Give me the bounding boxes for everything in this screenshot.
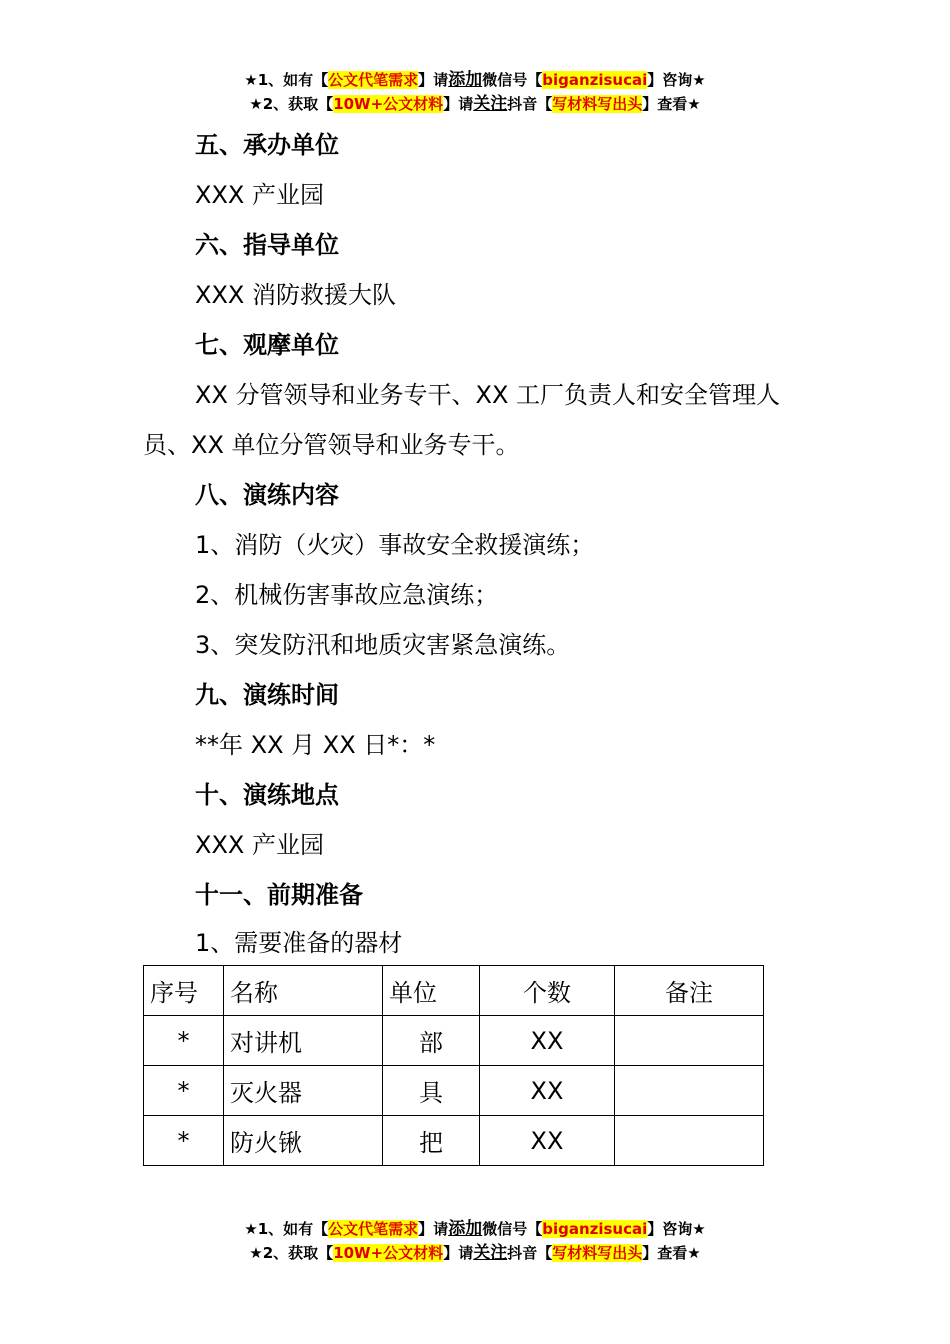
banner-line-2: ★2、获取【10W+公文材料】请关注抖音【写材料写出头】查看★ xyxy=(249,94,701,114)
table-row xyxy=(144,1066,764,1116)
table-cell: 对讲机 xyxy=(224,1016,383,1066)
list-item: 2、机械伤害事故应急演练； xyxy=(195,581,499,609)
table-cell: 具 xyxy=(383,1066,480,1116)
top-banner xyxy=(0,68,950,116)
table-header-cell: 单位 xyxy=(383,966,480,1016)
table-cell: 部 xyxy=(383,1016,480,1066)
section-text: XXX 消防救援大队 xyxy=(195,281,396,309)
equipment-table xyxy=(143,965,764,1166)
banner-line-1: ★1、如有【公文代笔需求】请添加微信号【biganzisucai】咨询★ xyxy=(244,1219,706,1239)
banner-line-2: ★2、获取【10W+公文材料】请关注抖音【写材料写出头】查看★ xyxy=(249,1243,701,1263)
section-heading: 十一、前期准备 xyxy=(195,881,363,909)
table-cell xyxy=(615,1016,764,1066)
highlight-service: 公文代笔需求 xyxy=(328,1220,419,1238)
section-heading: 五、承办单位 xyxy=(195,131,339,159)
section-heading: 八、演练内容 xyxy=(195,481,339,509)
section-text: **年 XX 月 XX 日*：* xyxy=(195,731,436,759)
subsection-title: 1、需要准备的器材 xyxy=(195,929,403,957)
table-cell: XX xyxy=(480,1016,615,1066)
highlight-douyin: 写材料写出头 xyxy=(552,95,643,113)
highlight-materials: 10W+公文材料 xyxy=(333,95,444,113)
table-header-cell: 序号 xyxy=(144,966,224,1016)
bottom-banner xyxy=(0,1217,950,1265)
list-item: 1、消防（火灾）事故安全救援演练； xyxy=(195,531,595,559)
section-heading: 六、指导单位 xyxy=(195,231,339,259)
table-header-cell: 备注 xyxy=(615,966,764,1016)
table-row xyxy=(144,1116,764,1166)
table-cell: XX xyxy=(480,1066,615,1116)
table-cell: XX xyxy=(480,1116,615,1166)
table-header-row xyxy=(144,966,764,1016)
table-cell: * xyxy=(144,1016,224,1066)
highlight-douyin: 写材料写出头 xyxy=(552,1244,643,1262)
table-cell: 灭火器 xyxy=(224,1066,383,1116)
table-header-cell: 个数 xyxy=(480,966,615,1016)
section-heading: 九、演练时间 xyxy=(195,681,339,709)
table-cell xyxy=(615,1116,764,1166)
highlight-wechat-id: biganzisucai xyxy=(542,71,648,89)
highlight-service: 公文代笔需求 xyxy=(328,71,419,89)
table-cell: * xyxy=(144,1116,224,1166)
section-text: XXX 产业园 xyxy=(195,181,324,209)
table-header-cell: 名称 xyxy=(224,966,383,1016)
table-cell xyxy=(615,1066,764,1116)
table-cell: 把 xyxy=(383,1116,480,1166)
banner-line-1: ★1、如有【公文代笔需求】请添加微信号【biganzisucai】咨询★ xyxy=(244,70,706,90)
section-text: XXX 产业园 xyxy=(195,831,324,859)
highlight-materials: 10W+公文材料 xyxy=(333,1244,444,1262)
table-row xyxy=(144,1016,764,1066)
section-heading: 十、演练地点 xyxy=(195,781,339,809)
highlight-wechat-id: biganzisucai xyxy=(542,1220,648,1238)
table-cell: * xyxy=(144,1066,224,1116)
section-paragraph: XX 分管领导和业务专干、XX 工厂负责人和安全管理人员、XX 单位分管领导和业务专干。 xyxy=(143,381,781,459)
section-heading: 七、观摩单位 xyxy=(195,331,339,359)
list-item: 3、突发防汛和地质灾害紧急演练。 xyxy=(195,631,571,659)
table-cell: 防火锹 xyxy=(224,1116,383,1166)
